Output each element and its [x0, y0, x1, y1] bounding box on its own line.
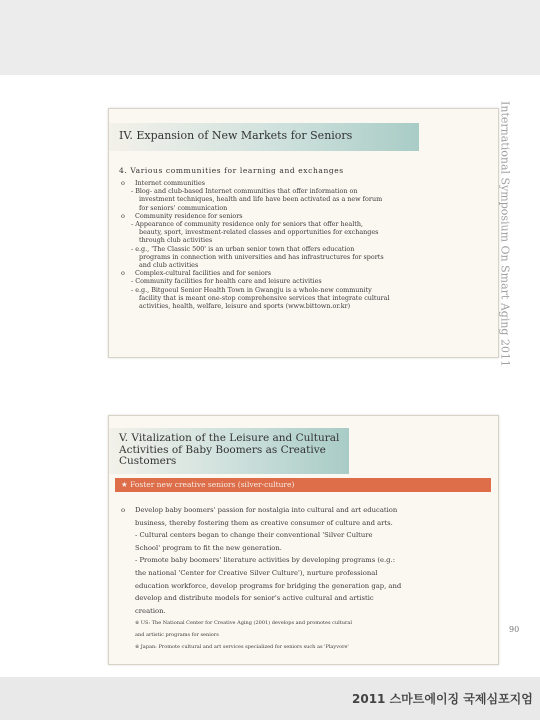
body-line: through club activities: [139, 236, 213, 245]
body-line: develop and distribute models for senior's active cultural and artistic: [135, 594, 374, 603]
body-line: beauty, sport, investment-related classes and opportunities for exchanges: [139, 228, 379, 237]
footer-title: 2011 스마트에이징 국제심포지엄: [352, 692, 533, 706]
page-number: 90: [509, 625, 520, 634]
highlight-banner: ★ Foster new creative seniors (silver-culture): [115, 478, 491, 492]
body-line: and club activities: [139, 261, 199, 270]
body-line: - Cultural centers began to change their conventional 'Silver Culture: [135, 531, 373, 540]
body-line: investment techniques, health and life have been activated as a new forum: [139, 195, 383, 204]
bullet-community-residence: o Community residence for seniors: [121, 212, 486, 220]
slide-title: V. Vitalization of the Leisure and Cultural Activities of Baby Boomers as Creative Customers: [119, 432, 340, 467]
body-line: facility that is meant one-stop comprehensive services that integrate cultural: [139, 293, 390, 302]
body-line: - Promote baby boomers' literature activities by developing programs (e.g.:: [135, 556, 395, 565]
slide-new-markets: [108, 108, 499, 358]
bullet-internet-communities: o Internet communities: [121, 179, 486, 187]
body-line: - e.g., Bitgoeul Senior Health Town in Gwangju is a whole-new community: [131, 285, 372, 294]
body-line: activities, health, welfare, leisure and sports (www.bittown.or.kr): [139, 302, 351, 311]
body-line: School' program to fit the new generation.: [135, 543, 282, 552]
body-line: - Blog- and club-based Internet communities that offer information on: [131, 187, 358, 196]
body-line: - e.g., 'The Classic 500' is an urban senior town that offers education: [131, 244, 355, 253]
bullet-develop-passion: o Develop baby boomers' passion for nostalgia into cultural and art education: [121, 504, 486, 517]
body-line: - Community facilities for health care and leisure activities: [131, 277, 322, 286]
slide-body: [121, 179, 486, 310]
body-line: the national 'Center for Creative Silver Culture'), nurture professional: [135, 568, 378, 577]
bullet-complex-cultural-facilities: o Complex-cultural facilities and for seniors: [121, 269, 486, 277]
footnote: and artistic programs for seniors: [135, 632, 219, 639]
body-line: programs in connection with universities and has infrastructures for sports: [139, 252, 384, 261]
slide-body: [121, 504, 486, 653]
body-line: education workforce, develop programs for bridging the generation gap, and: [135, 581, 402, 590]
section-subhead: 4. Various communities for learning and exchanges: [119, 166, 344, 175]
body-line: creation.: [135, 606, 166, 615]
footnote: ※ US: The National Center for Creative Aging (2001) develops and promotes cultural: [135, 620, 352, 627]
body-line: for seniors' communication: [139, 203, 228, 212]
footnote: ※ Japan: Promote cultural and art services specialized for seniors such as 'Playvore': [135, 644, 349, 651]
body-line: business, thereby fostering them as creative consumer of culture and arts.: [135, 518, 393, 527]
slide-title: IV. Expansion of New Markets for Seniors: [119, 129, 353, 142]
side-title: International Symposium On Smart Aging 2011: [498, 101, 512, 367]
body-line: - Appearance of community residence only for seniors that offer health,: [131, 220, 363, 229]
top-band: [0, 0, 540, 75]
slide-baby-boomers: [108, 415, 499, 665]
